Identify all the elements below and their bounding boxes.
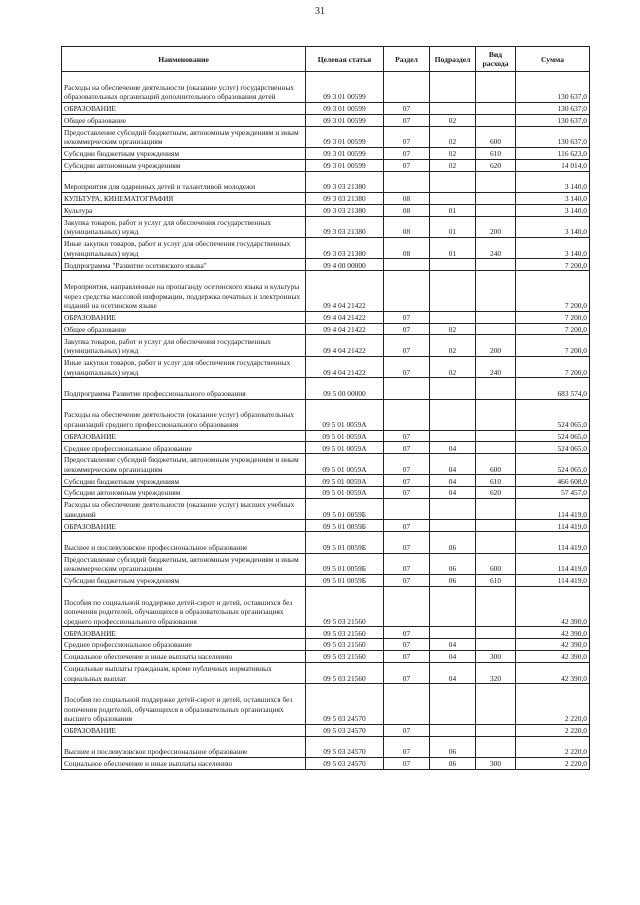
cell-target: 09 3 01 00599 — [306, 147, 384, 159]
cell-section — [384, 171, 430, 192]
table-row — [62, 487, 590, 499]
cell-expense-type: 600 — [476, 454, 516, 475]
cell-sum: 42 390,0 — [516, 586, 590, 627]
cell-sum: 114 419,0 — [516, 520, 590, 532]
cell-name: Общее образование — [62, 114, 306, 126]
cell-name: Субсидии бюджетным учреждениям — [62, 147, 306, 159]
cell-name: Культура — [62, 204, 306, 216]
cell-expense-type — [476, 586, 516, 627]
cell-section: 07 — [384, 724, 430, 736]
cell-section: 07 — [384, 520, 430, 532]
cell-expense-type — [476, 736, 516, 757]
cell-target: 09 4 04 21422 — [306, 323, 384, 335]
table-row — [62, 378, 590, 399]
cell-expense-type: 240 — [476, 237, 516, 258]
cell-expense-type: 320 — [476, 662, 516, 683]
cell-subsection — [430, 72, 476, 103]
cell-target: 09 3 03 21380 — [306, 192, 384, 204]
cell-subsection: 01 — [430, 204, 476, 216]
cell-subsection — [430, 520, 476, 532]
cell-sum: 14 014,0 — [516, 159, 590, 171]
cell-subsection: 06 — [430, 758, 476, 770]
cell-expense-type: 600 — [476, 126, 516, 147]
cell-name: Мероприятия, направленные на пропаганду осетинского языка и культуры через средства массовой информации, поддержка печатных и электронных изданий на осетинском языке — [62, 271, 306, 312]
cell-section: 07 — [384, 335, 430, 356]
cell-target: 09 3 03 21380 — [306, 171, 384, 192]
cell-sum: 524 065,0 — [516, 454, 590, 475]
cell-name: Подпрограмма "Развитие осетинского языка" — [62, 259, 306, 271]
cell-name: ОБРАЗОВАНИЕ — [62, 311, 306, 323]
cell-name: Подпрограмма Развитие профессионального образования — [62, 378, 306, 399]
cell-expense-type — [476, 311, 516, 323]
cell-expense-type — [476, 430, 516, 442]
header-name: Наименование — [62, 47, 306, 72]
cell-target: 09 5 00 00000 — [306, 378, 384, 399]
cell-target: 09 5 03 21560 — [306, 627, 384, 639]
cell-section: 08 — [384, 192, 430, 204]
cell-target: 09 5 01 0059А — [306, 430, 384, 442]
table-row — [62, 204, 590, 216]
cell-subsection: 06 — [430, 553, 476, 574]
cell-subsection: 01 — [430, 237, 476, 258]
cell-sum: 3 140,0 — [516, 216, 590, 237]
cell-target: 09 5 01 0059А — [306, 442, 384, 454]
cell-section: 07 — [384, 442, 430, 454]
cell-section: 07 — [384, 126, 430, 147]
cell-sum: 7 200,0 — [516, 356, 590, 377]
cell-subsection — [430, 171, 476, 192]
cell-subsection: 02 — [430, 159, 476, 171]
cell-name: Иные закупки товаров, работ и услуг для обеспечения государственных (муниципальных) нужд — [62, 237, 306, 258]
cell-subsection: 02 — [430, 323, 476, 335]
table-row — [62, 553, 590, 574]
cell-name: Социальные выплаты гражданам, кроме публичных нормативных социальных выплат — [62, 662, 306, 683]
cell-name: Иные закупки товаров, работ и услуг для обеспечения государственных (муниципальных) нужд — [62, 356, 306, 377]
cell-sum: 42 390,0 — [516, 639, 590, 651]
table-row — [62, 237, 590, 258]
cell-section: 07 — [384, 114, 430, 126]
cell-name: ОБРАЗОВАНИЕ — [62, 520, 306, 532]
table-row — [62, 72, 590, 103]
table-row — [62, 216, 590, 237]
cell-sum: 114 419,0 — [516, 575, 590, 587]
cell-subsection: 02 — [430, 114, 476, 126]
table-row — [62, 259, 590, 271]
cell-sum: 466 608,0 — [516, 475, 590, 487]
cell-subsection: 04 — [430, 651, 476, 663]
cell-section — [384, 72, 430, 103]
cell-expense-type — [476, 520, 516, 532]
cell-section: 07 — [384, 575, 430, 587]
table-row — [62, 651, 590, 663]
cell-target: 09 4 04 21422 — [306, 311, 384, 323]
header-sum: Сумма — [516, 47, 590, 72]
cell-sum: 2 220,0 — [516, 736, 590, 757]
cell-section — [384, 399, 430, 430]
cell-expense-type — [476, 114, 516, 126]
cell-subsection: 01 — [430, 216, 476, 237]
cell-sum: 7 200,0 — [516, 311, 590, 323]
cell-subsection — [430, 311, 476, 323]
table-row — [62, 114, 590, 126]
cell-section: 07 — [384, 311, 430, 323]
table-row — [62, 271, 590, 312]
cell-target: 09 5 01 0059А — [306, 475, 384, 487]
table-body — [62, 72, 590, 770]
cell-sum: 3 140,0 — [516, 171, 590, 192]
cell-name: ОБРАЗОВАНИЕ — [62, 627, 306, 639]
cell-target: 09 5 03 21560 — [306, 586, 384, 627]
cell-target: 09 3 01 00599 — [306, 159, 384, 171]
cell-target: 09 5 01 0059Б — [306, 575, 384, 587]
cell-target: 09 3 03 21380 — [306, 216, 384, 237]
cell-subsection: 06 — [430, 736, 476, 757]
cell-section: 07 — [384, 356, 430, 377]
cell-subsection: 04 — [430, 454, 476, 475]
table-row — [62, 758, 590, 770]
cell-subsection — [430, 586, 476, 627]
cell-sum: 42 390,0 — [516, 651, 590, 663]
cell-expense-type — [476, 399, 516, 430]
cell-target: 09 5 01 0059Б — [306, 553, 384, 574]
cell-name: Мероприятия для одаренных детей и талантливой молодежи — [62, 171, 306, 192]
table-row — [62, 323, 590, 335]
cell-name: Субсидии автономным учреждениям — [62, 159, 306, 171]
cell-section: 07 — [384, 736, 430, 757]
cell-subsection: 04 — [430, 662, 476, 683]
cell-expense-type — [476, 724, 516, 736]
cell-target: 09 4 04 21422 — [306, 356, 384, 377]
table-row — [62, 532, 590, 553]
cell-name: Расходы на обеспечение деятельности (оказание услуг) высших учебных заведений — [62, 499, 306, 520]
cell-target: 09 3 03 21380 — [306, 204, 384, 216]
cell-target: 09 4 04 21422 — [306, 271, 384, 312]
cell-expense-type: 240 — [476, 356, 516, 377]
cell-name: Пособия по социальной поддержке детей-сирот и детей, оставшихся без попечения родителей, обучающихся в образовательных организациях среднего профессионального образования — [62, 586, 306, 627]
cell-section: 07 — [384, 147, 430, 159]
cell-name: Общее образование — [62, 323, 306, 335]
cell-section: 07 — [384, 475, 430, 487]
cell-name: Предоставление субсидий бюджетным, автономным учреждениям и иным некоммерческим организациям — [62, 553, 306, 574]
cell-section — [384, 271, 430, 312]
cell-name: КУЛЬТУРА, КИНЕМАТОГРАФИЯ — [62, 192, 306, 204]
table-row — [62, 442, 590, 454]
cell-subsection — [430, 499, 476, 520]
cell-sum: 130 637,0 — [516, 126, 590, 147]
cell-expense-type: 610 — [476, 147, 516, 159]
cell-target: 09 4 00 00000 — [306, 259, 384, 271]
cell-target: 09 5 01 0059Б — [306, 499, 384, 520]
table-row — [62, 311, 590, 323]
cell-section: 08 — [384, 216, 430, 237]
cell-sum: 130 637,0 — [516, 114, 590, 126]
cell-subsection — [430, 627, 476, 639]
cell-subsection: 06 — [430, 532, 476, 553]
cell-target: 09 5 03 21560 — [306, 639, 384, 651]
cell-expense-type — [476, 639, 516, 651]
header-target: Целевая статья — [306, 47, 384, 72]
cell-name: Расходы на обеспечение деятельности (оказание услуг) образовательных организаций среднего профессионального образования — [62, 399, 306, 430]
cell-subsection — [430, 430, 476, 442]
cell-target: 09 5 01 0059Б — [306, 520, 384, 532]
cell-name: Среднее профессиональное образование — [62, 639, 306, 651]
cell-section: 07 — [384, 662, 430, 683]
cell-target: 09 5 01 0059А — [306, 487, 384, 499]
cell-expense-type: 300 — [476, 758, 516, 770]
cell-expense-type — [476, 72, 516, 103]
cell-expense-type: 200 — [476, 216, 516, 237]
cell-name: Предоставление субсидий бюджетным, автономным учреждениям и иным некоммерческим организациям — [62, 126, 306, 147]
cell-target: 09 3 01 00599 — [306, 103, 384, 115]
cell-expense-type — [476, 192, 516, 204]
cell-name: Высшее и послевузовское профессиональное образование — [62, 736, 306, 757]
cell-sum: 114 419,0 — [516, 499, 590, 520]
table-row — [62, 627, 590, 639]
cell-subsection — [430, 259, 476, 271]
cell-target: 09 5 03 24570 — [306, 736, 384, 757]
cell-subsection — [430, 399, 476, 430]
cell-expense-type: 620 — [476, 159, 516, 171]
cell-name: Социальное обеспечение и иные выплаты населению — [62, 651, 306, 663]
cell-section: 07 — [384, 430, 430, 442]
cell-section: 07 — [384, 651, 430, 663]
table-row — [62, 159, 590, 171]
cell-target: 09 3 01 00599 — [306, 126, 384, 147]
cell-sum: 42 390,0 — [516, 662, 590, 683]
cell-section — [384, 259, 430, 271]
cell-section — [384, 378, 430, 399]
cell-expense-type: 620 — [476, 487, 516, 499]
page-number: 31 — [315, 6, 325, 17]
cell-sum: 57 457,0 — [516, 487, 590, 499]
header-subsection: Подраздел — [430, 47, 476, 72]
cell-name: Предоставление субсидий бюджетным, автономным учреждениям и иным некоммерческим организациям — [62, 454, 306, 475]
table-row — [62, 520, 590, 532]
cell-expense-type — [476, 442, 516, 454]
cell-expense-type: 610 — [476, 475, 516, 487]
cell-expense-type — [476, 171, 516, 192]
cell-sum: 2 220,0 — [516, 724, 590, 736]
cell-expense-type — [476, 627, 516, 639]
cell-subsection: 02 — [430, 335, 476, 356]
table-row — [62, 499, 590, 520]
cell-name: ОБРАЗОВАНИЕ — [62, 724, 306, 736]
cell-target: 09 5 03 24570 — [306, 684, 384, 725]
cell-expense-type: 600 — [476, 553, 516, 574]
cell-sum: 7 200,0 — [516, 335, 590, 356]
cell-expense-type — [476, 323, 516, 335]
table-row — [62, 724, 590, 736]
table-row — [62, 586, 590, 627]
cell-section: 07 — [384, 639, 430, 651]
table-row — [62, 430, 590, 442]
cell-name: Закупка товаров, работ и услуг для обеспечения государственных (муниципальных) нужд — [62, 335, 306, 356]
cell-subsection: 04 — [430, 639, 476, 651]
cell-sum: 7 200,0 — [516, 323, 590, 335]
cell-expense-type — [476, 378, 516, 399]
cell-target: 09 5 03 24570 — [306, 724, 384, 736]
table-row — [62, 126, 590, 147]
table-row — [62, 171, 590, 192]
cell-expense-type — [476, 684, 516, 725]
cell-sum: 524 065,0 — [516, 442, 590, 454]
cell-sum: 130 637,0 — [516, 103, 590, 115]
cell-sum: 3 140,0 — [516, 204, 590, 216]
cell-target: 09 5 01 0059А — [306, 454, 384, 475]
budget-table — [61, 46, 590, 770]
cell-expense-type — [476, 259, 516, 271]
cell-target: 09 5 01 0059Б — [306, 532, 384, 553]
table-row — [62, 684, 590, 725]
cell-sum: 116 623,0 — [516, 147, 590, 159]
cell-sum: 2 220,0 — [516, 758, 590, 770]
cell-name: Субсидии автономным учреждениям — [62, 487, 306, 499]
cell-section — [384, 499, 430, 520]
cell-sum: 3 140,0 — [516, 192, 590, 204]
cell-name: Расходы на обеспечение деятельности (оказание услуг) государственных образовательных организаций дополнительного образования детей — [62, 72, 306, 103]
cell-expense-type — [476, 271, 516, 312]
cell-subsection — [430, 378, 476, 399]
cell-expense-type — [476, 499, 516, 520]
cell-sum: 2 220,0 — [516, 684, 590, 725]
cell-subsection — [430, 103, 476, 115]
cell-subsection — [430, 724, 476, 736]
cell-sum: 42 390,0 — [516, 627, 590, 639]
cell-name: Субсидии бюджетным учреждениям — [62, 575, 306, 587]
table-row — [62, 103, 590, 115]
cell-sum: 524 065,0 — [516, 399, 590, 430]
header-section: Раздел — [384, 47, 430, 72]
table-row — [62, 736, 590, 757]
cell-subsection: 06 — [430, 575, 476, 587]
cell-section: 07 — [384, 532, 430, 553]
table-row — [62, 399, 590, 430]
cell-name: ОБРАЗОВАНИЕ — [62, 103, 306, 115]
cell-subsection: 02 — [430, 126, 476, 147]
cell-sum: 114 419,0 — [516, 553, 590, 574]
header-expense-type: Вид расхода — [476, 47, 516, 72]
cell-expense-type — [476, 204, 516, 216]
cell-expense-type: 610 — [476, 575, 516, 587]
cell-subsection — [430, 192, 476, 204]
cell-name: Пособия по социальной поддержке детей-сирот и детей, оставшихся без попечения родителей, обучающихся в образовательных организациях высшего образования — [62, 684, 306, 725]
cell-target: 09 3 03 21380 — [306, 237, 384, 258]
cell-expense-type: 200 — [476, 335, 516, 356]
table-row — [62, 147, 590, 159]
cell-name: Высшее и послевузовское профессиональное образование — [62, 532, 306, 553]
cell-section: 07 — [384, 103, 430, 115]
cell-expense-type: 300 — [476, 651, 516, 663]
cell-target: 09 5 03 21560 — [306, 651, 384, 663]
cell-section: 07 — [384, 758, 430, 770]
cell-target: 09 3 01 00599 — [306, 114, 384, 126]
cell-subsection: 02 — [430, 147, 476, 159]
cell-section: 07 — [384, 627, 430, 639]
cell-section: 07 — [384, 553, 430, 574]
cell-section: 07 — [384, 487, 430, 499]
table-row — [62, 639, 590, 651]
table-row — [62, 475, 590, 487]
cell-target: 09 4 04 21422 — [306, 335, 384, 356]
cell-section — [384, 586, 430, 627]
table-row — [62, 662, 590, 683]
cell-name: Субсидии бюджетным учреждениям — [62, 475, 306, 487]
cell-target: 09 5 01 0059А — [306, 399, 384, 430]
cell-section: 07 — [384, 159, 430, 171]
cell-sum: 524 065,0 — [516, 430, 590, 442]
table-row — [62, 356, 590, 377]
cell-subsection: 02 — [430, 356, 476, 377]
cell-section: 08 — [384, 204, 430, 216]
cell-sum: 683 574,0 — [516, 378, 590, 399]
cell-subsection: 04 — [430, 475, 476, 487]
table-row — [62, 192, 590, 204]
cell-subsection: 04 — [430, 442, 476, 454]
cell-sum: 3 140,0 — [516, 237, 590, 258]
cell-name: Среднее профессиональное образование — [62, 442, 306, 454]
cell-subsection — [430, 271, 476, 312]
cell-expense-type — [476, 103, 516, 115]
cell-target: 09 5 03 24570 — [306, 758, 384, 770]
cell-subsection — [430, 684, 476, 725]
cell-section: 07 — [384, 454, 430, 475]
cell-name: Социальное обеспечение и иные выплаты населению — [62, 758, 306, 770]
table-row — [62, 454, 590, 475]
cell-name: Закупка товаров, работ и услуг для обеспечения государственных (муниципальных) нужд — [62, 216, 306, 237]
cell-target: 09 3 01 00599 — [306, 72, 384, 103]
cell-name: ОБРАЗОВАНИЕ — [62, 430, 306, 442]
table-header-row — [62, 47, 590, 72]
cell-section: 07 — [384, 323, 430, 335]
table-row — [62, 575, 590, 587]
cell-subsection: 04 — [430, 487, 476, 499]
cell-section — [384, 684, 430, 725]
table-row — [62, 335, 590, 356]
cell-target: 09 5 03 21560 — [306, 662, 384, 683]
cell-sum: 130 637,0 — [516, 72, 590, 103]
cell-sum: 7 200,0 — [516, 271, 590, 312]
cell-sum: 7 200,0 — [516, 259, 590, 271]
cell-section: 08 — [384, 237, 430, 258]
cell-sum: 114 419,0 — [516, 532, 590, 553]
cell-expense-type — [476, 532, 516, 553]
